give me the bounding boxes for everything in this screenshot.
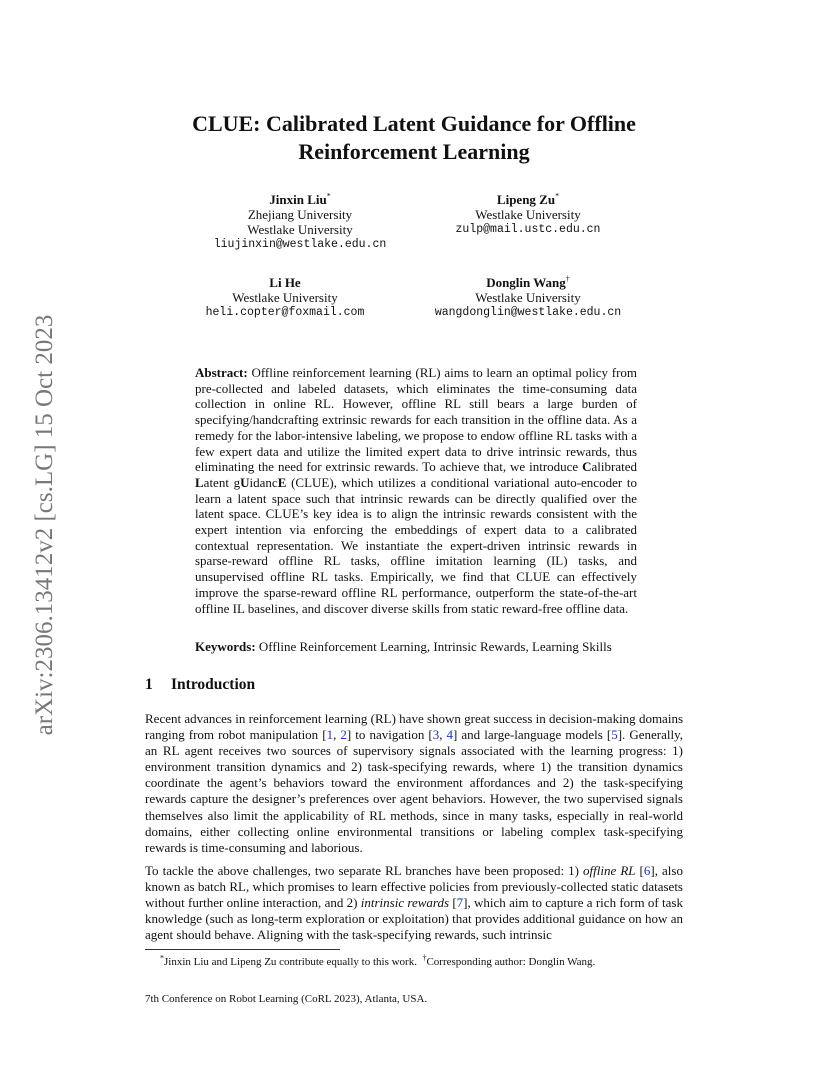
citation-link[interactable]: 2 bbox=[340, 727, 347, 743]
author-affiliation: Westlake University bbox=[475, 207, 581, 222]
paragraph-text: Recent advances in reinforcement learning (RL) have shown great success in decision-making domains ranging from robot manipulation [ bbox=[145, 711, 683, 743]
paragraph-text: [ bbox=[449, 895, 457, 911]
author-email[interactable]: wangdonglin@westlake.edu.cn bbox=[434, 306, 622, 319]
emphasis: intrinsic rewards bbox=[360, 895, 450, 911]
paragraph bbox=[145, 711, 683, 856]
paragraph-text: To tackle the above challenges, two separate RL branches have been proposed: 1) bbox=[145, 863, 584, 878]
acronym-letter: E bbox=[277, 474, 287, 490]
venue-line: 7th Conference on Robot Learning (CoRL 2023), Atlanta, USA. bbox=[145, 993, 428, 1005]
citation-link[interactable]: 5 bbox=[611, 727, 618, 743]
paragraph-text: ], which aim to capture a rich form of task knowledge (such as long-term exploration or exploitation) that provides additional guidance on how an agent should behave. Aligning with the task-specifying rewards, such intrinsic bbox=[145, 895, 683, 943]
citation-link[interactable]: 6 bbox=[643, 863, 651, 878]
footnote-mark: * bbox=[160, 953, 164, 963]
section-number: 1 bbox=[145, 676, 153, 693]
arxiv-stamp bbox=[30, 290, 60, 760]
section-title: Introduction bbox=[171, 676, 256, 693]
section-heading bbox=[145, 676, 255, 694]
footnote-rule bbox=[145, 949, 340, 950]
author-affiliation: Westlake University bbox=[232, 290, 338, 305]
paragraph bbox=[145, 863, 683, 943]
author-affiliation: Westlake University bbox=[247, 222, 353, 237]
paragraph-text: , bbox=[333, 727, 341, 743]
author-block bbox=[418, 192, 638, 237]
author-mark: * bbox=[555, 191, 560, 201]
footnote-text: Corresponding author: Donglin Wang. bbox=[426, 956, 596, 968]
citation-link[interactable]: 3 bbox=[432, 727, 440, 743]
footnote-mark: † bbox=[422, 953, 427, 963]
abstract-text: Offline reinforcement learning (RL) aims to learn an optimal policy from pre-collected and labeled datasets, which eliminates the time-consuming data collection in online RL. However, offline RL still bears a large burden of specifying/handcrafting extrinsic rewards for each transition in the offline data. As a remedy for the labor-intensive labeling, we propose to endow offline RL tasks with a few expert data and utilize the limited expert data to drive intrinsic rewards, thus eliminating the need for extrinsic rewards. To achieve that, we introduce bbox=[195, 365, 638, 475]
author-name: Li He bbox=[269, 275, 301, 290]
paragraph-text: ], also known as batch RL, which promises to learn effective policies from previously-collected static datasets without further online interaction, and 2) bbox=[145, 863, 683, 911]
paragraph-text: [ bbox=[635, 863, 644, 878]
author-name: Donglin Wang bbox=[486, 275, 566, 290]
abstract-label: Abstract: bbox=[195, 365, 248, 380]
acronym-part: atent g bbox=[203, 474, 241, 490]
acronym-letter: C bbox=[582, 459, 592, 475]
paper-title: CLUE: Calibrated Latent Guidance for Offline Reinforcement Learning bbox=[192, 111, 636, 164]
acronym-part: alibrated bbox=[591, 459, 637, 475]
paragraph-text: ] to navigation [ bbox=[346, 727, 433, 743]
acronym-part: idanc bbox=[249, 474, 278, 490]
author-email[interactable]: heli.copter@foxmail.com bbox=[205, 306, 365, 319]
paragraph-text: , bbox=[439, 727, 447, 743]
author-block bbox=[418, 275, 638, 320]
author-name: Jinxin Liu bbox=[269, 192, 327, 207]
arxiv-stamp-text: arXiv:2306.13412v2 [cs.LG] 15 Oct 2023 bbox=[31, 314, 58, 736]
author-email[interactable]: liujinxin@westlake.edu.cn bbox=[213, 238, 387, 251]
author-email[interactable]: zulp@mail.ustc.edu.cn bbox=[455, 223, 601, 236]
abstract-text: (CLUE), which utilizes a conditional variational auto-encoder to learn a latent space such that intrinsic rewards can be directly qualified over the latent space. CLUE’s key idea is to align the intrinsic rewards consistent with the expert intention via enforcing the embeddings of expert data to a calibrated contextual representation. We instantiate the expert-driven intrinsic rewards in sparse-reward offline RL tasks, offline imitation learning (IL) tasks, and unsupervised offline RL tasks. Empirically, we find that CLUE can effectively improve the sparse-reward offline RL performance, outperform the state-of-the-art offline IL baselines, and discover diverse skills from static reward-free offline data. bbox=[195, 474, 637, 616]
paragraph-text: ] and large-language models [ bbox=[453, 727, 612, 743]
emphasis: offline RL bbox=[583, 863, 636, 878]
author-mark: † bbox=[565, 274, 570, 284]
footnote-text: Jinxin Liu and Lipeng Zu contribute equally to this work. bbox=[164, 956, 417, 968]
keywords bbox=[195, 639, 637, 655]
author-affiliation: Westlake University bbox=[475, 290, 581, 305]
citation-link[interactable]: 4 bbox=[446, 727, 454, 743]
acronym-letter: L bbox=[195, 474, 204, 490]
author-affiliation: Zhejiang University bbox=[247, 207, 353, 222]
author-mark: * bbox=[326, 191, 331, 201]
keywords-text: Offline Reinforcement Learning, Intrinsic Rewards, Learning Skills bbox=[258, 639, 612, 654]
acronym-letter: U bbox=[240, 474, 250, 490]
keywords-label: Keywords: bbox=[195, 639, 256, 654]
paragraph-text: ]. Generally, an RL agent receives two sources of supervisory signals associated with the learning progress: 1) environment transition dynamics and 2) task-specifying rewards, where 1) the transition dynamics coordinate the agent’s behaviors toward the environment affordances and 2) the task-specifying rewards capture the designer’s preferences over agent behaviors. However, the two supervised signals themselves also limit the applicability of RL methods, since in many tasks, especially in real-world domains, either collecting online environmental transitions or labeling complex task-specifying rewards is time-consuming and laborious. bbox=[145, 727, 684, 855]
author-block bbox=[175, 275, 395, 320]
author-name: Lipeng Zu bbox=[496, 192, 556, 207]
citation-link[interactable]: 1 bbox=[326, 727, 334, 743]
author-block bbox=[190, 192, 410, 252]
abstract bbox=[195, 365, 637, 616]
footnote bbox=[160, 955, 595, 969]
citation-link[interactable]: 7 bbox=[456, 895, 464, 911]
